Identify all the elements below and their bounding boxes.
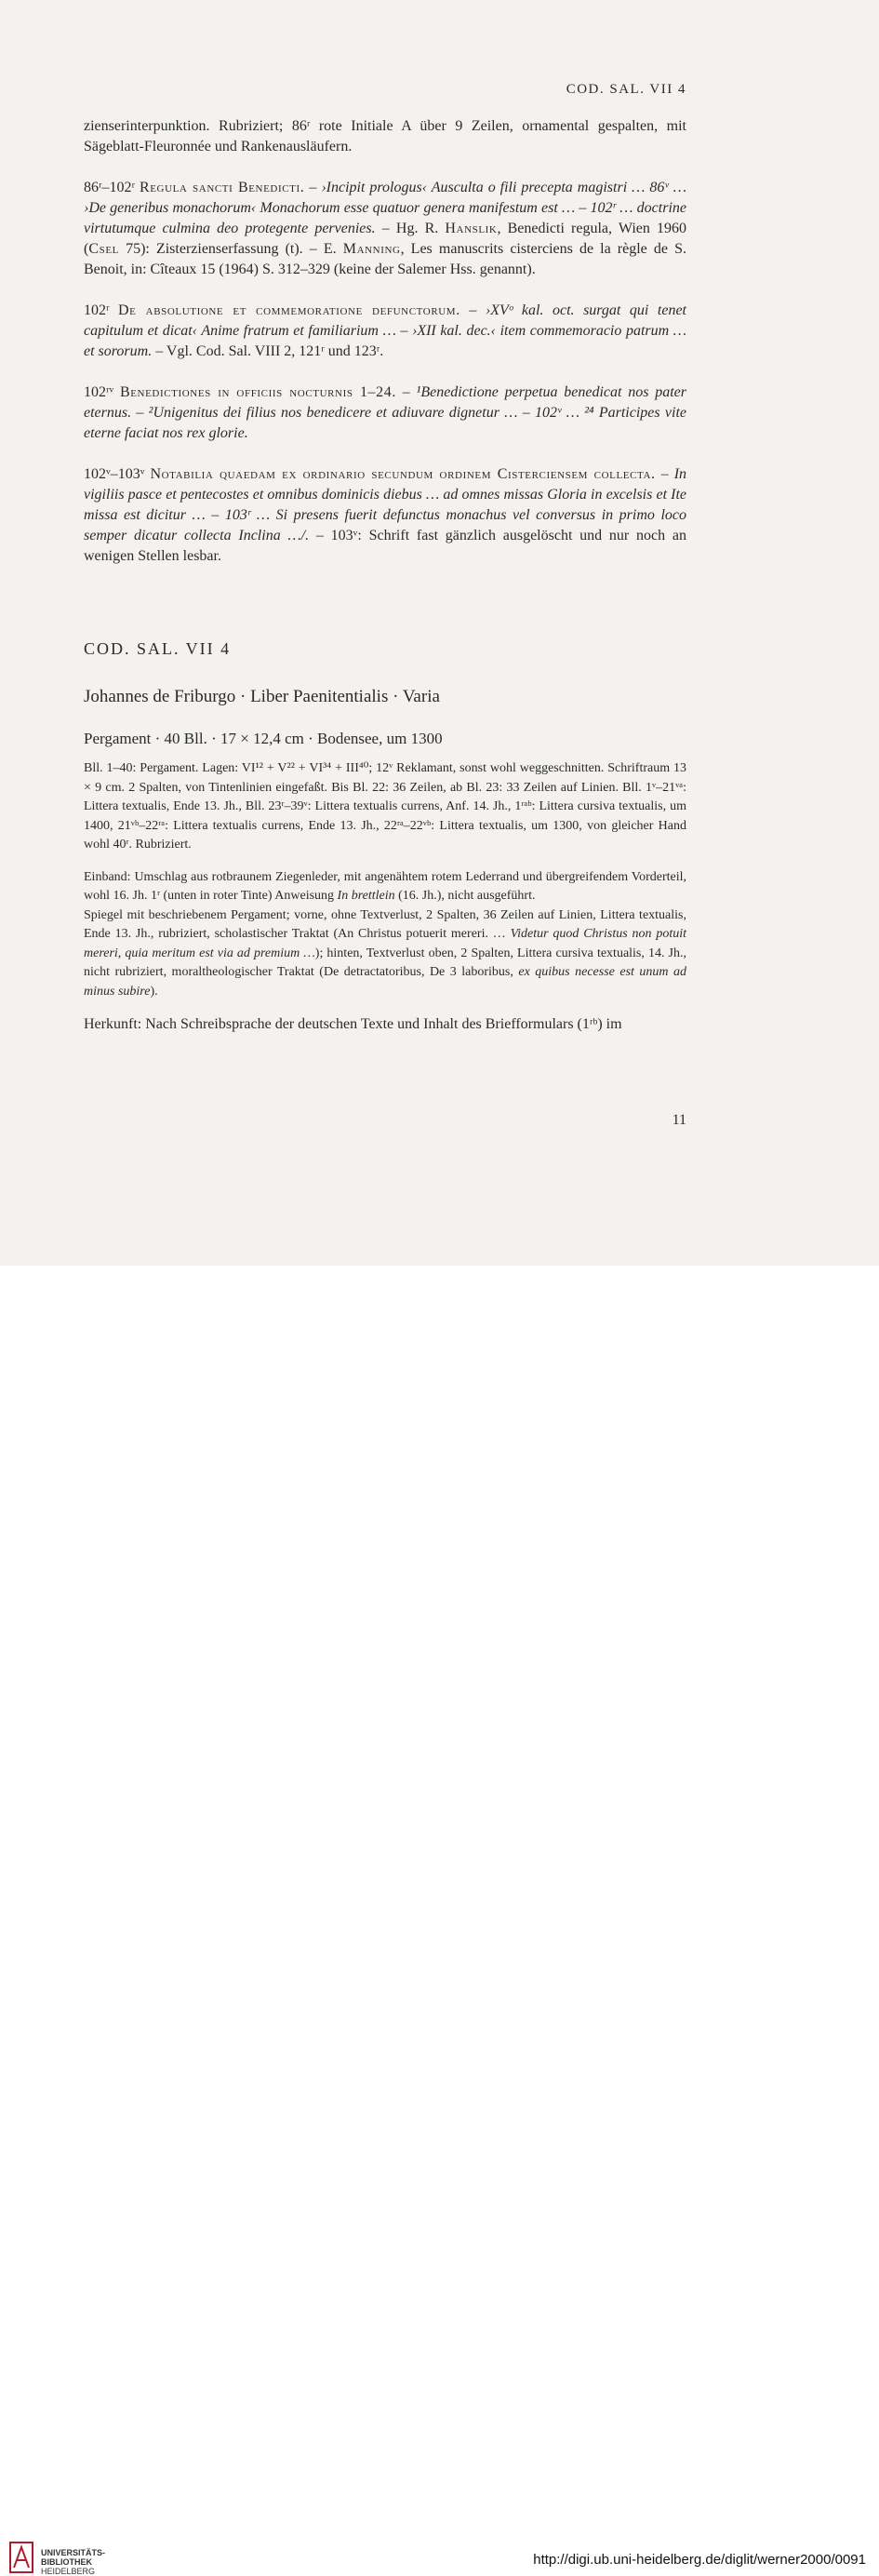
folio-range: 102ᵛ–103ᵛ <box>84 466 151 482</box>
codicology-description: Bll. 1–40: Pergament. Lagen: VI¹² + V²² + VI³⁴ + III⁴⁰; 12ᵛ Reklamant, sonst wohl weggeschnitten. Schriftraum 13 × 9 cm. 2 Spalten, von Tintenlinien eingefaßt. Bis Bl. 22: 36 Zeilen, ab Bl. 23: 33 Zeilen auf Linien. Bll. 1ᵛ–21ᵛᵃ: Littera textualis, Ende 13. Jh., Bll. 23ʳ–39ᵛ: Littera textualis currens, Anf. 14. Jh., 1ʳᵃᵇ: Littera cursiva textualis, um 1400, 21ᵛᵇ–22ʳᵃ: Littera textualis currens, Ende 13. Jh., 22ʳᵃ–22ᵛᵇ: Littera textualis, um 1300, von gleicher Hand wohl 40ʳ. Rubriziert. <box>84 761 686 852</box>
entry-text: , Les manuscrits cisterciens de la règle de S. Benoit, in: Cîteaux 15 (1964) S. 312–329 (keine der Salemer Hss. genannt). <box>84 241 686 277</box>
entry-incipit: – ›XVᵒ kal. oct. surgat qui tenet capitulum et dicat‹ Anime fratrum et familiarium … – ›XII kal. dec.‹ item commemoracio patrum … et sororum. <box>84 302 686 359</box>
spiegel-text: ); hinten, Textverlust oben, 2 Spalten, Littera cursiva textualis, 14. Jh., nicht rubriziert, moraltheologischer Traktat (De detractatoribus, De 3 laboribus, <box>84 946 686 979</box>
entry-title: Regula sancti Benedicti. <box>139 180 305 195</box>
section-title: Johannes de Friburgo · Liber Paenitentialis · Varia <box>84 687 440 706</box>
entry-text: – Hg. R. <box>375 221 446 236</box>
document-page <box>0 0 879 1266</box>
binding-text: Einband: Umschlag aus rotbraunem Ziegenleder, mit angenähtem rotem Lederrand und übergreifendem Vorderteil, wohl 16. Jh. 1ʳ (unten in roter Tinte) Anweisung <box>84 869 686 903</box>
entry-text: , Benedicti regula, Wien 1960 ( <box>84 221 686 257</box>
spiegel-text: ). <box>150 984 158 999</box>
author-name: Manning <box>342 241 401 257</box>
library-logo-icon <box>9 2542 33 2573</box>
author-name: Hanslik <box>445 221 498 236</box>
logo-line: HEIDELBERG <box>41 2567 96 2576</box>
logo-line: BIBLIOTHEK <box>41 2557 92 2567</box>
provenance-text: Herkunft: Nach Schreibsprache der deutschen Texte und Inhalt des Briefformulars (1ʳᵇ) im <box>84 1016 622 1032</box>
page-number: 11 <box>672 1112 686 1128</box>
folio-range: 86ʳ–102ʳ <box>84 180 135 195</box>
permalink-url[interactable]: http://digi.ub.uni-heidelberg.de/diglit/werner2000/0091 <box>533 2552 866 2568</box>
running-head: COD. SAL. VII 4 <box>566 82 686 97</box>
entry-incipit: – ¹Benedictione perpetua benedicat nos pater eternus. – ²Unigenitus dei filius nos benedicere et adiuvare dignetur … – 102ᵛ … ²⁴ Participes vite eterne faciat nos rex glorie. <box>84 384 687 441</box>
entry-text: – 103ᵛ: Schrift fast gänzlich ausgelöscht und nur noch an wenigen Stellen lesbar. <box>84 528 687 564</box>
entry-incipit: – ›Incipit prologus‹ Ausculta o fili precepta magistri … 86ᵛ … ›De generibus monachorum‹ Monachorum esse quatuor genera manifestum est … – 102ʳ … doctrine virtutumque culmina deo protegente pervenies. <box>84 180 687 236</box>
library-logo-text <box>41 2548 105 2576</box>
entry-text: 75): Zisterzienserfassung (t). – E. <box>118 241 343 257</box>
spiegel-quote: ex quibus necesse est unum ad minus subire <box>84 965 686 999</box>
folio-range: 102ʳᵛ <box>84 384 120 400</box>
spiegel-text: Spiegel mit beschriebenem Pergament; vorne, ohne Textverlust, 2 Spalten, 36 Zeilen auf Linien, Littera textualis, Ende 13. Jh., rubriziert, scholastischer Traktat (An Christus potuerit mereri. … <box>84 907 686 941</box>
entry-incipit: – In vigiliis pasce et pentecostes et omnibus dominicis diebus … ad omnes missas Gloria in excelsis et Ite missa est dicitur … – 103ʳ … Si presens fuerit defunctus monachus vel conversus in primo loco semper dicatur collecta Inclina …/. <box>84 466 687 543</box>
material-line: Pergament · 40 Bll. · 17 × 12,4 cm · Bodensee, um 1300 <box>84 730 443 747</box>
spiegel-quote: Videtur quod Christus non potuit mereri, quia meritum est via ad premium … <box>84 927 686 960</box>
paragraph-rubric: zienserinterpunktion. Rubriziert; 86ʳ rote Initiale A über 9 Zeilen, ornamental gespalten, mit Sägeblatt-Fleuronnée und Rankenausläufern. <box>84 118 686 154</box>
footer-bar <box>0 1266 879 2576</box>
section-heading: COD. SAL. VII 4 <box>84 639 232 658</box>
page-body <box>84 116 686 1035</box>
entry-benedictiones <box>84 382 686 444</box>
entry-regula-benedicti <box>84 178 686 280</box>
folio-range: 102ʳ <box>84 302 119 318</box>
entry-title: Notabilia quaedam ex ordinario secundum ordinem Cisterciensem collecta. <box>150 466 656 482</box>
binding-text: (16. Jh.), nicht ausgeführt. <box>394 889 536 903</box>
logo-line: UNIVERSITÄTS- <box>41 2548 106 2557</box>
entry-notabilia <box>84 464 686 567</box>
entry-title: De absolutione et commemoratione defunctorum. <box>118 302 460 318</box>
binding-quote: In brettlein <box>337 889 395 903</box>
series-abbrev: Csel <box>88 241 119 257</box>
entry-commemoratio <box>84 301 686 362</box>
spiegel-description <box>84 906 686 1002</box>
entry-title: Benedictiones in officiis nocturnis 1–24. <box>119 384 396 400</box>
binding-description <box>84 868 686 906</box>
entry-text: – Vgl. Cod. Sal. VIII 2, 121ʳ und 123ʳ. <box>152 343 384 359</box>
